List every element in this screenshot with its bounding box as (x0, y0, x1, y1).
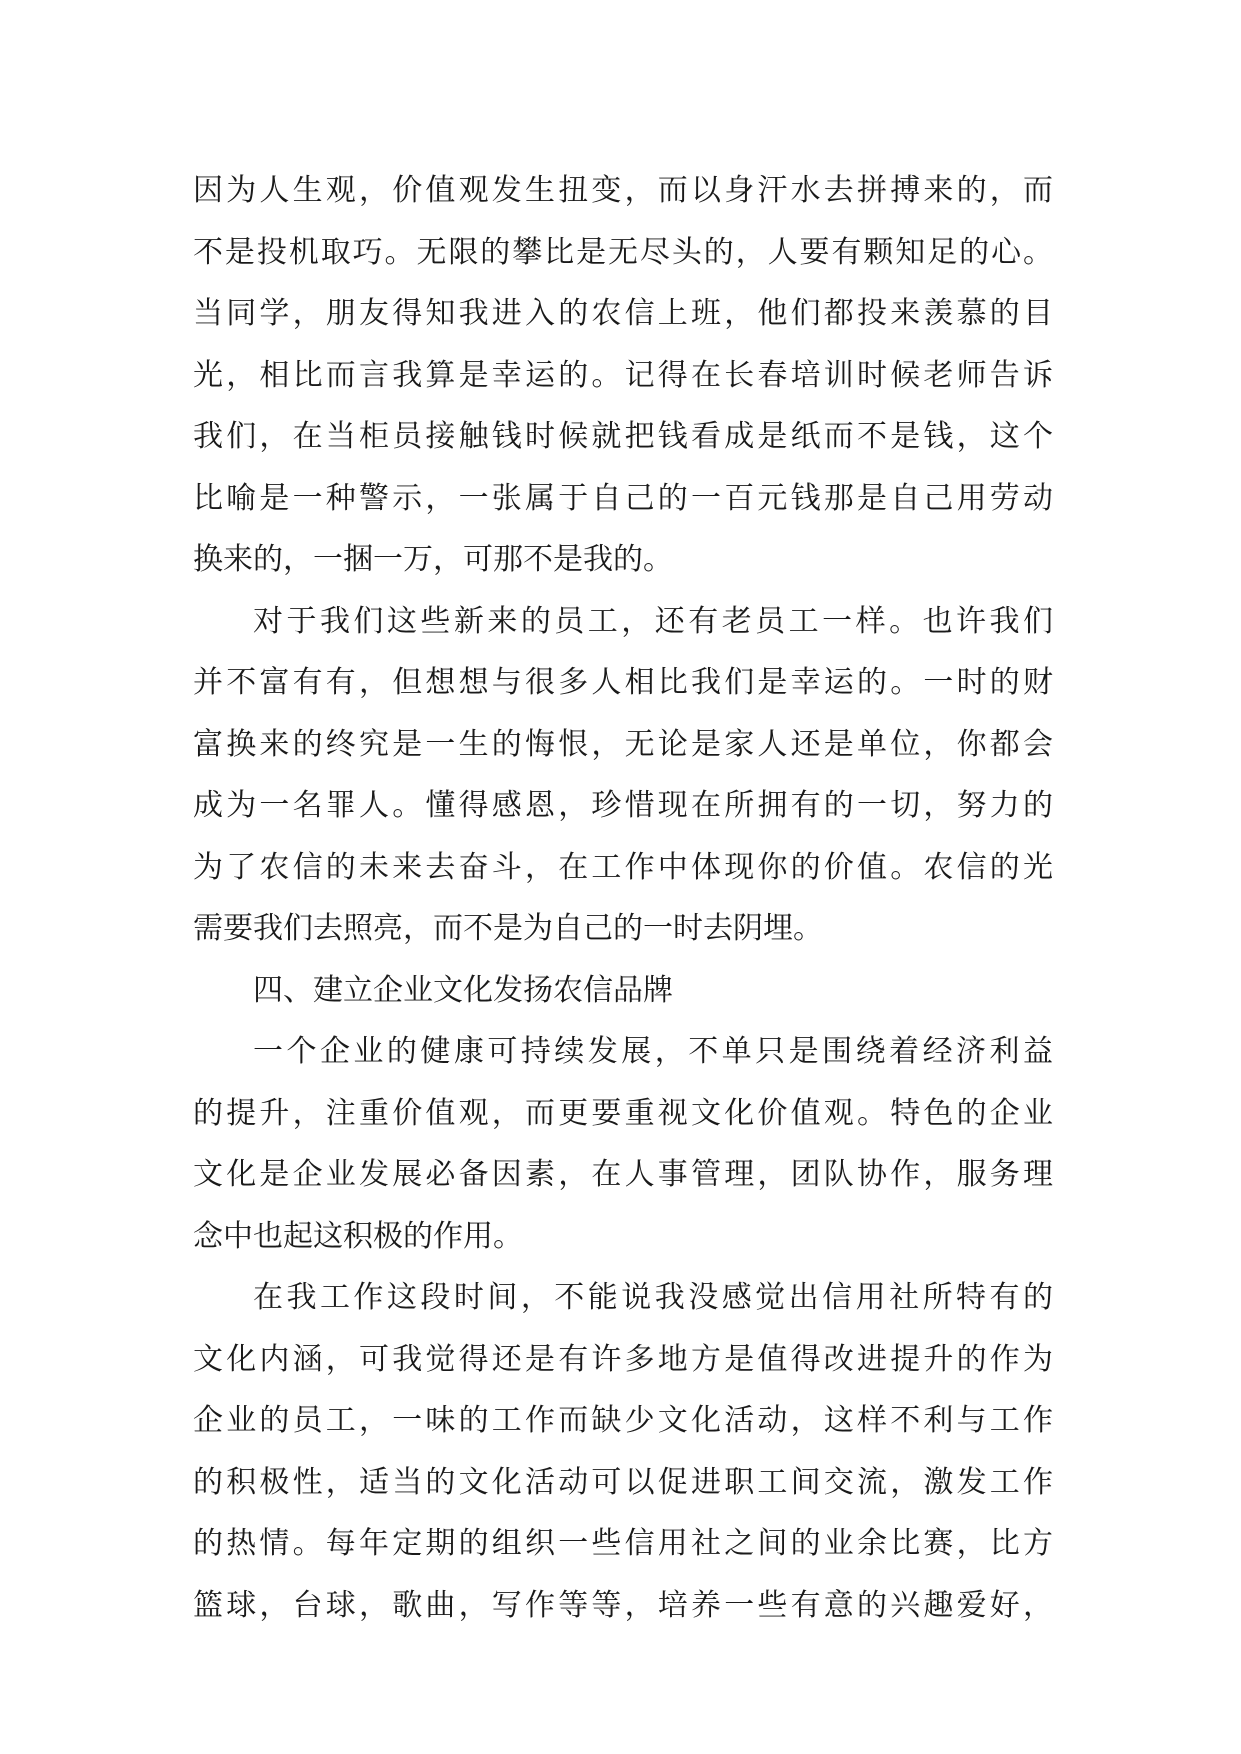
text-line: 富换来的终究是一生的悔恨，无论是家人还是单位，你都会 (193, 726, 1053, 762)
text-line: 并不富有有，但想想与很多人相比我们是幸运的。一时的财 (193, 665, 1053, 700)
text-line: 换来的，一捆一万，可那不是我的。 (193, 542, 673, 577)
text-line: 的热情。每年定期的组织一些信用社之间的业余比赛，比方 (193, 1526, 1053, 1561)
text-line: 文化是企业发展必备因素，在人事管理，团队协作，服务理 (193, 1157, 1053, 1192)
text-line: 的积极性，适当的文化活动可以促进职工间交流，激发工作 (193, 1464, 1053, 1500)
section-heading-text: 四、建立企业文化发扬农信品牌 (253, 972, 673, 1008)
text-line: 念中也起这积极的作用。 (193, 1218, 523, 1254)
section-heading (193, 960, 1053, 1022)
text-line: 对于我们这些新来的员工，还有老员工一样。也许我们 (253, 603, 1053, 639)
text-line: 为了农信的未来去奋斗，在工作中体现你的价值。农信的光 (193, 849, 1053, 885)
text-line: 篮球，台球，歌曲，写作等等，培养一些有意的兴趣爱好， (193, 1587, 1053, 1623)
text-line: 不是投机取巧。无限的攀比是无尽头的，人要有颗知足的心。 (193, 234, 1053, 270)
text-line: 需要我们去照亮，而不是为自己的一时去阴埋。 (193, 911, 823, 946)
text-line: 企业的员工，一味的工作而缺少文化活动，这样不利与工作 (193, 1403, 1053, 1438)
text-line: 当同学，朋友得知我进入的农信上班，他们都投来羡慕的目 (193, 296, 1053, 331)
text-line: 我们，在当柜员接触钱时候就把钱看成是纸而不是钱，这个 (193, 419, 1053, 454)
text-line: 光，相比而言我算是幸运的。记得在长春培训时候老师告诉 (193, 357, 1053, 393)
paragraph (193, 1267, 1053, 1636)
document-body (193, 160, 1053, 1636)
paragraph (193, 591, 1053, 960)
text-line: 一个企业的健康可持续发展，不单只是围绕着经济利益 (253, 1034, 1053, 1069)
text-line: 的提升，注重价值观，而更要重视文化价值观。特色的企业 (193, 1095, 1053, 1131)
text-line: 在我工作这段时间，不能说我没感觉出信用社所特有的 (253, 1280, 1053, 1315)
text-line: 成为一名罪人。懂得感恩，珍惜现在所拥有的一切，努力的 (193, 788, 1053, 823)
text-line: 比喻是一种警示，一张属于自己的一百元钱那是自己用劳动 (193, 480, 1053, 516)
text-line: 文化内涵，可我觉得还是有许多地方是值得改进提升的作为 (193, 1341, 1053, 1377)
text-line: 因为人生观，价值观发生扭变，而以身汗水去拼搏来的，而 (193, 173, 1053, 208)
paragraph (193, 1021, 1053, 1267)
paragraph (193, 160, 1053, 591)
